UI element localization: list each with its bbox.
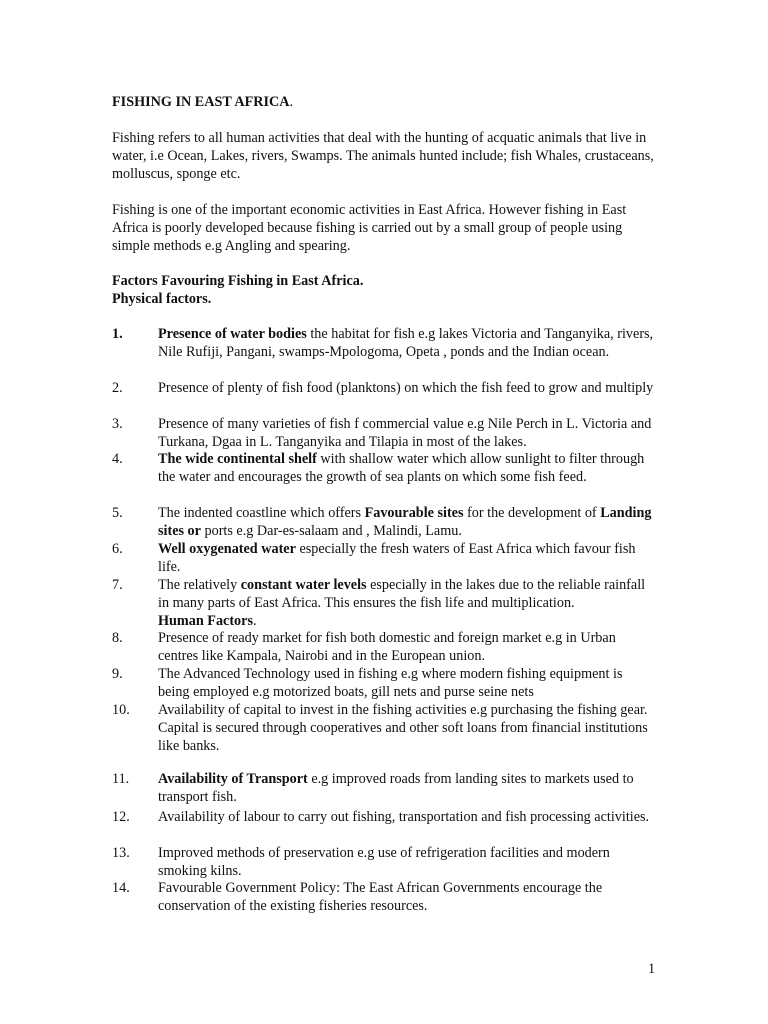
list-text: The Advanced Technology used in fishing e.g where modern fishing equipment is being employed e.g motorized boats, gill nets and purse seine nets: [158, 666, 623, 700]
list-text: Availability of Transport e.g improved roads from landing sites to markets used to transport fish.: [158, 771, 634, 805]
list-number: 6.: [112, 541, 123, 557]
list-number: 12.: [112, 809, 130, 825]
title-text: FISHING IN EAST AFRICA: [112, 94, 290, 110]
list-text: Availability of capital to invest in the fishing activities e.g purchasing the fishing gear. Capital is secured through cooperatives and other soft loans from financial institutions like banks.: [158, 702, 648, 754]
title-trailing-period: .: [289, 94, 294, 110]
list-text: Presence of many varieties of fish f commercial value e.g Nile Perch in L. Victoria and Turkana, Dgaa in L. Tanganyika and Tilapia in most of the lakes.: [158, 416, 652, 450]
list-number: 7.: [112, 577, 123, 593]
list-text: The relatively constant water levels especially in the lakes due to the reliable rainfall in many parts of East Africa. This ensures the fish life and multiplication.: [158, 577, 646, 611]
list-number: 8.: [112, 630, 123, 646]
list-number: 3.: [112, 416, 123, 432]
list-number: 1.: [112, 326, 123, 342]
page-number: 1: [648, 961, 656, 977]
list-text: The indented coastline which offers Favourable sites for the development of Landing sites or ports e.g Dar-es-salaam and , Malindi, Lamu.: [158, 505, 652, 539]
physical-factors-heading: Physical factors.: [112, 291, 212, 307]
document-title: [112, 94, 657, 112]
human-factors-heading: Human Factors.: [158, 613, 257, 629]
second-paragraph: Fishing is one of the important economic activities in East Africa. However fishing in East Africa is poorly developed because fishing is carried out by a small group of people using simple methods e.g Angling and spearing.: [112, 202, 627, 254]
list-number: 2.: [112, 380, 123, 396]
list-number: 13.: [112, 845, 130, 861]
list-text: Presence of plenty of fish food (planktons) on which the fish feed to grow and multiply: [158, 380, 654, 396]
section-heading: Factors Favouring Fishing in East Africa.: [112, 273, 364, 289]
list-text: Presence of ready market for fish both domestic and foreign market e.g in Urban centres like Kampala, Nairobi and in the European union.: [158, 630, 616, 664]
list-text: Favourable Government Policy: The East African Governments encourage the conservation of the existing fisheries resources.: [158, 880, 603, 914]
list-text: Availability of labour to carry out fishing, transportation and fish processing activities.: [158, 809, 650, 825]
list-number: 9.: [112, 666, 123, 682]
list-number: 14.: [112, 880, 130, 896]
list-text: Well oxygenated water especially the fresh waters of East Africa which favour fish life.: [158, 541, 636, 575]
list-number: 10.: [112, 702, 130, 718]
list-number: 11.: [112, 771, 130, 787]
list-number: 5.: [112, 505, 123, 521]
list-number: 4.: [112, 451, 123, 467]
list-text: Presence of water bodies the habitat for fish e.g lakes Victoria and Tanganyika, rivers, Nile Rufiji, Pangani, swamps-Mpologoma, Opeta , ponds and the Indian ocean.: [158, 326, 654, 360]
list-text: The wide continental shelf with shallow water which allow sunlight to filter through the water and encourages the growth of sea plants on which some fish feed.: [158, 451, 645, 485]
list-text: Improved methods of preservation e.g use of refrigeration facilities and modern smoking kilns.: [158, 845, 610, 879]
intro-paragraph: Fishing refers to all human activities that deal with the hunting of acquatic animals that live in water, i.e Ocean, Lakes, rivers, Swamps. The animals hunted include; fish Whales, crustaceans, molluscus, sponge etc.: [112, 130, 654, 182]
